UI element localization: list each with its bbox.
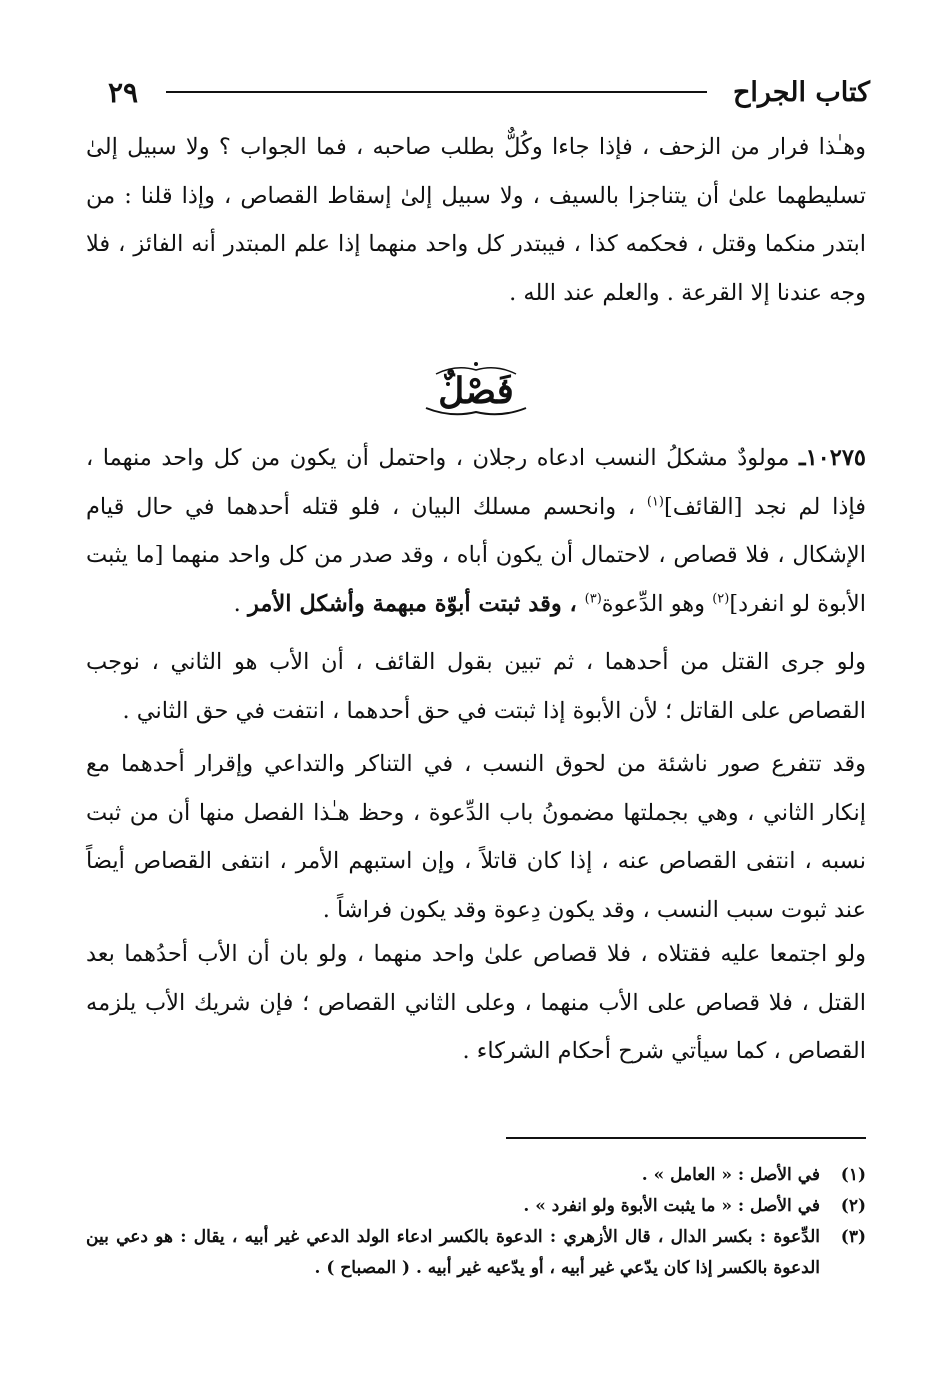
paragraph-2-part-c: وهو الدِّعوة bbox=[601, 590, 713, 617]
page-number: ٢٩ bbox=[108, 75, 139, 109]
paragraph-1: وهـٰذا فرار من الزحف ، فإذا جاءا وكُلٌّ بطلب صاحبه ، فما الجواب ؟ ولا سبيل إلىٰ تسليطهما علىٰ أن يتناجزا بالسيف ، ولا سبيل إلىٰ إسقاط القصاص ، وإذا قلنا : من ابتدر منكما وقتل ، فحكمه كذا ، فيبتدر كل واحد منهما إذا علم المبتدر أنه الفائز ، فلا وجه عندنا إلا القرعة . والعلم عند الله . bbox=[86, 134, 866, 306]
footnote-number: (١) bbox=[840, 1165, 866, 1185]
footnote-number: (٣) bbox=[840, 1227, 866, 1247]
footnote-item bbox=[86, 1191, 866, 1222]
paragraph-2-part-a: مولودٌ مشكلُ النسب ادعاه رجلان ، واحتمل أن يكون من كل واحد منهما ، فإذا لم نجد [القائف] bbox=[86, 445, 866, 520]
paragraph-2 bbox=[86, 434, 866, 628]
footnote-ref-2: (٢) bbox=[712, 591, 730, 606]
running-title: كتاب الجراح bbox=[732, 76, 870, 108]
footnote-ref-1: (١) bbox=[646, 494, 664, 509]
paragraph-4: وقد تتفرع صور ناشئة من لحوق النسب ، في التناكر والتداعي وإقرار أحدهما مع إنكار الثاني ، وهي بجملتها مضمونُ باب الدِّعوة ، وحظ هـٰذا الفصل منها أن من ثبت نسبه ، انتفى القصاص عنه ، إذا كان قاتلاً ، وإن استبهم الأمر ، انتفى القصاص أيضاً عند ثبوت سبب النسب ، وقد يكون دِعوة وقد يكون فراشاً . bbox=[86, 751, 866, 923]
section-heading-ornament bbox=[396, 356, 556, 426]
header-rule bbox=[166, 91, 707, 93]
section-heading: فَصْلٌ bbox=[438, 370, 514, 412]
footnote-number: (٢) bbox=[840, 1196, 866, 1216]
issue-number: ١٠٢٧٥ـ bbox=[798, 445, 866, 471]
footnote-ref-3: (٣) bbox=[584, 591, 602, 606]
paragraph-3: ولو جرى القتل من أحدهما ، ثم تبين بقول القائف ، أن الأب هو الثاني ، نوجب القصاص على القاتل ؛ لأن الأبوة إذا ثبتت في حق أحدهما ، انتفت في حق الثاني . bbox=[86, 649, 866, 724]
footnote-item bbox=[86, 1222, 866, 1284]
footnote-text: الدِّعوة : بكسر الدال ، قال الأزهري : الدعوة بالكسر ادعاء الولد الدعي غير أبيه ، يقال : هو دعي بين الدعوة بالكسر إذا كان يدّعي غير أبيه ، أو يدّعيه غير أبيه . ( المصباح ) . bbox=[86, 1227, 820, 1278]
paragraph-2-part-b: ، وانحسم مسلك البيان ، فلو قتله أحدهما في حال قيام الإشكال ، فلا قصاص ، لاحتمال أن يكون أباه ، وقد صدر من كل واحد منهما [ما يثبت الأبوة لو انفرد] bbox=[86, 493, 866, 617]
page-header bbox=[108, 70, 870, 114]
footnote-separator bbox=[506, 1137, 866, 1139]
footnote-text: في الأصل : « العامل » . bbox=[641, 1165, 820, 1185]
paragraph-2-end: . bbox=[233, 590, 248, 617]
footnote-text: في الأصل : « ما يثبت الأبوة ولو انفرد » . bbox=[523, 1196, 820, 1216]
footnotes-list bbox=[86, 1160, 866, 1284]
footnote-item bbox=[86, 1160, 866, 1191]
paragraph-2-part-d: ، وقد ثبتت أبوّة مبهمة وأشكل الأمر bbox=[247, 590, 585, 617]
paragraph-5: ولو اجتمعا عليه فقتلاه ، فلا قصاص علىٰ واحد منهما ، ولو بان أن الأب أحدُهما بعد القتل ، فلا قصاص على الأب منهما ، وعلى الثاني القصاص ؛ فإن شريك الأب يلزمه القصاص ، كما سيأتي شرح أحكام الشركاء . bbox=[86, 941, 866, 1064]
